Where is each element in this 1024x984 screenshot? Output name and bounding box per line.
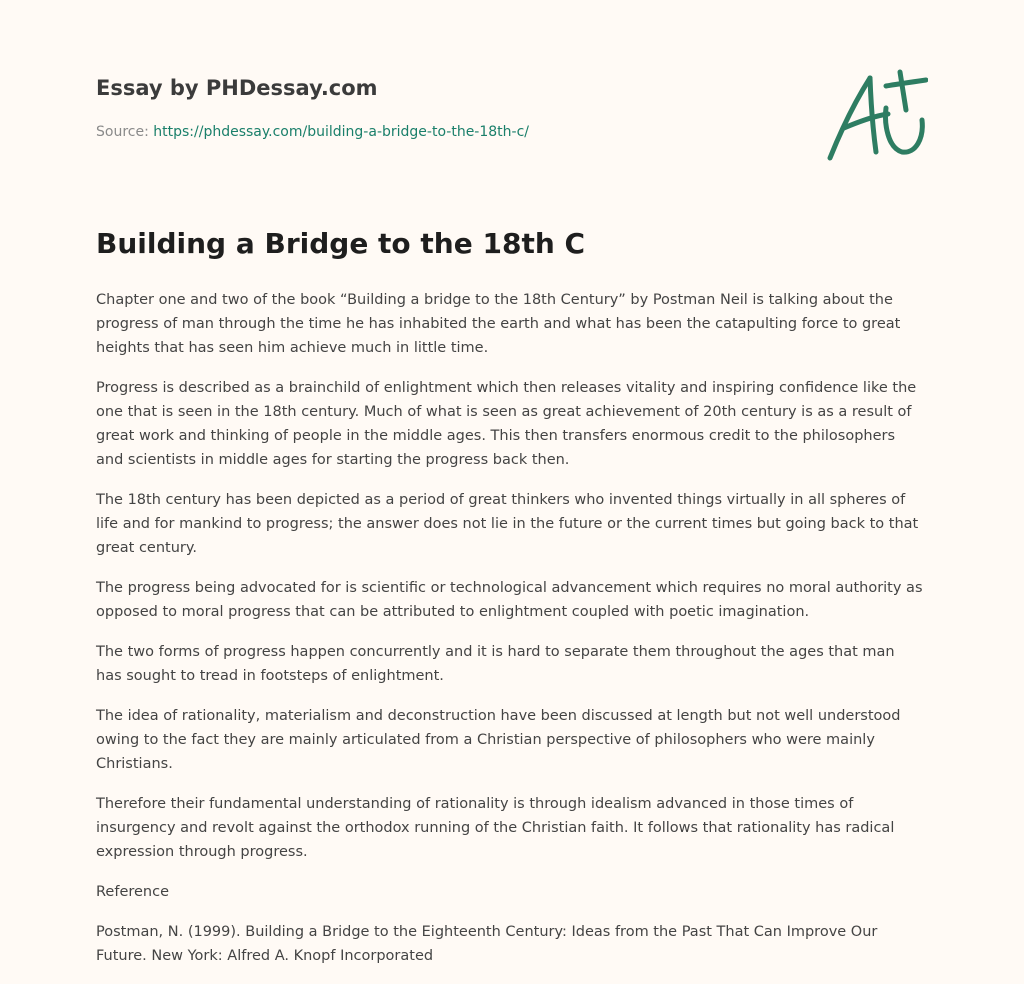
source-line: [96, 124, 529, 140]
essay-paragraph: The two forms of progress happen concurrently and it is hard to separate them throughout the ages that man has sought to tread in footsteps of enlightment.: [96, 644, 895, 684]
reference-text: Postman, N. (1999). Building a Bridge to the Eighteenth Century: Ideas from the Past That Can Improve Our Future. New York: Alfred A. Knopf Incorporated: [96, 924, 878, 964]
a-plus-logo-icon: [824, 66, 928, 166]
essay-title: Building a Bridge to the 18th C: [96, 227, 586, 260]
essay-paragraph: Therefore their fundamental understanding of rationality is through idealism advanced in those times of insurgency and revolt against the orthodox running of the Christian faith. It follows that rationality has radical expression through progress.: [96, 796, 895, 860]
page-header: [96, 0, 928, 180]
essay-paragraph: Chapter one and two of the book “Building a bridge to the 18th Century” by Postman Neil is talking about the progress of man through the time he has inhabited the earth and what has been the catapulting force to great heights that has seen him achieve much in little time.: [96, 292, 901, 356]
source-link[interactable]: https://phdessay.com/building-a-bridge-to-the-18th-c/: [153, 124, 529, 140]
essay-paragraph: The idea of rationality, materialism and deconstruction have been discussed at length but not well understood owing to the fact they are mainly articulated from a Christian perspective of philosophers who were mainly Christians.: [96, 708, 901, 772]
essay-paragraph: The progress being advocated for is scientific or technological advancement which requires no moral authority as opposed to moral progress that can be attributed to enlightment coupled with poetic imagination.: [96, 580, 923, 620]
source-label: Source:: [96, 124, 154, 140]
site-title: Essay by PHDessay.com: [96, 76, 378, 100]
essay-content: [96, 224, 924, 984]
reference-heading: Reference: [96, 884, 170, 900]
essay-paragraph: The 18th century has been depicted as a period of great thinkers who invented things virtually in all spheres of life and for mankind to progress; the answer does not lie in the future or the current times but going back to that great century.: [96, 492, 919, 556]
essay-paragraph: Progress is described as a brainchild of enlightment which then releases vitality and inspiring confidence like the one that is seen in the 18th century. Much of what is seen as great achievement of 20th century is as a result of great work and thinking of people in the middle ages. This then transfers enormous credit to the philosophers and scientists in middle ages for starting the progress back then.: [96, 380, 917, 468]
